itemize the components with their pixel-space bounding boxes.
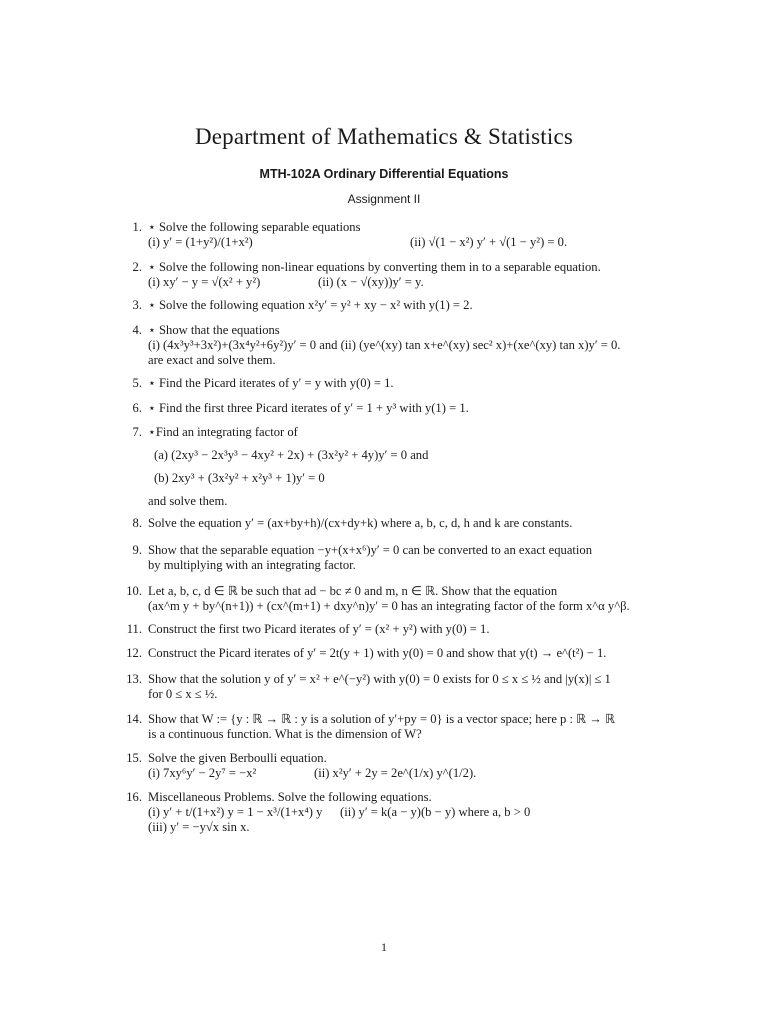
problem-number: 10. bbox=[126, 584, 142, 598]
problem-item bbox=[132, 401, 668, 416]
problem-text: ⋆ Show that the equations bbox=[148, 323, 280, 337]
problem-line bbox=[148, 425, 668, 440]
problem-item bbox=[126, 751, 668, 781]
problem-item bbox=[126, 584, 668, 614]
problem-text: Let a, b, c, d ∈ ℝ be such that ad − bc ≠ 0 and m, n ∈ ℝ. Show that the equation bbox=[148, 584, 558, 598]
problem-text: by multiplying with an integrating factor. bbox=[148, 558, 356, 572]
problem-line bbox=[148, 220, 668, 235]
problem-item bbox=[132, 376, 668, 391]
problem-line bbox=[148, 820, 668, 835]
problem-line bbox=[148, 376, 668, 391]
problem-text: (i) 7xy⁶y′ − 2y⁷ = −x² bbox=[148, 766, 257, 780]
problem-line bbox=[148, 599, 668, 614]
problem-text: for 0 ≤ x ≤ ½. bbox=[148, 687, 218, 701]
problem-line bbox=[148, 235, 668, 250]
problem-text: (i) y′ = (1+y²)/(1+x²) bbox=[148, 235, 253, 249]
problem-number: 5. bbox=[132, 376, 142, 390]
problem-number: 16. bbox=[126, 790, 142, 804]
problem-line bbox=[148, 766, 668, 781]
problem-line bbox=[148, 353, 668, 368]
problem-number: 7. bbox=[132, 425, 142, 439]
problem-line bbox=[148, 622, 668, 637]
problem-number: 12. bbox=[126, 646, 142, 660]
problem-text: Show that W := {y : ℝ → ℝ : y is a solution of y′+py = 0} is a vector space; here p : ℝ → ℝ bbox=[148, 712, 615, 726]
problem-line bbox=[148, 672, 668, 687]
problem-item bbox=[126, 712, 668, 742]
problem-line bbox=[148, 486, 668, 494]
problem-number: 9. bbox=[132, 543, 142, 557]
problem-item bbox=[132, 425, 668, 509]
problem-number: 2. bbox=[132, 260, 142, 274]
problem-text: and solve them. bbox=[148, 494, 228, 508]
problem-line bbox=[148, 494, 668, 509]
problem-number: 15. bbox=[126, 751, 142, 765]
problem-number: 11. bbox=[126, 622, 142, 636]
problem-number: 13. bbox=[126, 672, 142, 686]
page-title: Department of Mathematics & Statistics bbox=[194, 124, 574, 149]
problem-text: ⋆Find an integrating factor of bbox=[148, 425, 298, 439]
problem-item bbox=[126, 646, 668, 661]
problem-line bbox=[148, 687, 668, 702]
problem-number: 3. bbox=[132, 298, 142, 312]
course-title: MTH-102A Ordinary Differential Equations bbox=[259, 167, 509, 181]
problem-number: 1. bbox=[132, 220, 142, 234]
problem-line bbox=[148, 790, 668, 805]
problem-line bbox=[148, 338, 668, 353]
problem-item bbox=[132, 220, 668, 250]
problem-number: 4. bbox=[132, 323, 142, 337]
problem-line bbox=[148, 440, 668, 448]
problem-line bbox=[148, 401, 668, 416]
problem-text: (i) y′ + t/(1+x²) y = 1 − x³/(1+x⁴) y bbox=[148, 805, 323, 819]
problem-line bbox=[148, 260, 668, 275]
problem-line bbox=[148, 448, 668, 463]
problem-text: are exact and solve them. bbox=[148, 353, 276, 367]
problem-line bbox=[148, 298, 668, 313]
problem-item bbox=[126, 790, 668, 835]
problem-text: (iii) y′ = −y√x sin x. bbox=[148, 820, 250, 834]
problem-item bbox=[132, 298, 668, 313]
problem-line bbox=[148, 471, 668, 486]
problem-line bbox=[148, 543, 668, 558]
problem-text: Show that the separable equation −y+(x+x⁶)y′ = 0 can be converted to an exact equation bbox=[148, 543, 593, 557]
problem-item bbox=[132, 260, 668, 290]
problem-text: (b) 2xy³ + (3x²y² + x²y³ + 1)y′ = 0 bbox=[154, 471, 325, 485]
problem-line bbox=[148, 805, 668, 820]
problem-item bbox=[132, 323, 668, 368]
problem-part-ii: (ii) (x − √(xy))y′ = y. bbox=[318, 275, 424, 289]
problem-number: 6. bbox=[132, 401, 142, 415]
problem-line bbox=[148, 727, 668, 742]
problem-part-ii: (ii) √(1 − x²) y′ + √(1 − y²) = 0. bbox=[410, 235, 568, 249]
problem-item bbox=[126, 672, 668, 702]
page-number: 1 bbox=[381, 940, 387, 954]
problem-part-ii: (ii) y′ = k(a − y)(b − y) where a, b > 0 bbox=[340, 805, 531, 819]
problem-text: ⋆ Solve the following separable equations bbox=[148, 220, 361, 234]
problem-text: ⋆ Find the Picard iterates of y′ = y with y(0) = 1. bbox=[148, 376, 394, 390]
problem-number: 8. bbox=[132, 516, 142, 530]
problem-text: Construct the Picard iterates of y′ = 2t(y + 1) with y(0) = 0 and show that y(t) → e^(t²) − 1. bbox=[148, 646, 607, 660]
problem-text: Solve the equation y′ = (ax+by+h)/(cx+dy+k) where a, b, c, d, h and k are constants. bbox=[148, 516, 573, 530]
problem-text: (ax^m y + by^(n+1)) + (cx^(m+1) + dxy^n)y′ = 0 has an integrating factor of the form x^α y^β. bbox=[148, 599, 630, 613]
problem-number: 14. bbox=[126, 712, 142, 726]
problem-item bbox=[126, 622, 668, 637]
problem-line bbox=[148, 275, 668, 290]
problem-text: ⋆ Find the first three Picard iterates of y′ = 1 + y³ with y(1) = 1. bbox=[148, 401, 469, 415]
assignment-label: Assignment II bbox=[347, 192, 421, 206]
problem-text: ⋆ Solve the following equation x²y′ = y² + xy − x² with y(1) = 2. bbox=[148, 298, 473, 312]
problem-line bbox=[148, 516, 668, 531]
problem-text: Miscellaneous Problems. Solve the following equations. bbox=[148, 790, 432, 804]
problem-text: Construct the first two Picard iterates of y′ = (x² + y²) with y(0) = 1. bbox=[148, 622, 490, 636]
problem-text: Show that the solution y of y′ = x² + e^(−y²) with y(0) = 0 exists for 0 ≤ x ≤ ½ and |y(x)| ≤ 1 bbox=[148, 672, 611, 686]
problem-text: ⋆ Solve the following non-linear equations by converting them in to a separable equation. bbox=[148, 260, 601, 274]
problem-part-ii: (ii) x²y′ + 2y = 2e^(1/x) y^(1/2). bbox=[314, 766, 477, 780]
problem-text: Solve the given Berboulli equation. bbox=[148, 751, 327, 765]
problem-line bbox=[148, 558, 668, 573]
problem-text: (i) (4x³y³+3x²)+(3x⁴y²+6y²)y′ = 0 and (ii) (ye^(xy) tan x+e^(xy) sec² x)+(xe^(xy) tan x)y′ = 0. bbox=[148, 338, 621, 352]
problem-line bbox=[148, 712, 668, 727]
problem-line bbox=[148, 646, 668, 661]
problem-item bbox=[132, 543, 668, 573]
problem-line bbox=[148, 751, 668, 766]
problem-item bbox=[132, 516, 668, 531]
problem-line bbox=[148, 584, 668, 599]
problem-line bbox=[148, 323, 668, 338]
problem-line bbox=[148, 463, 668, 471]
problem-text: is a continuous function. What is the dimension of W? bbox=[148, 727, 422, 741]
problem-text: (i) xy′ − y = √(x² + y²) bbox=[148, 275, 261, 289]
problem-text: (a) (2xy³ − 2x³y³ − 4xy² + 2x) + (3x²y² + 4y)y′ = 0 and bbox=[154, 448, 429, 462]
